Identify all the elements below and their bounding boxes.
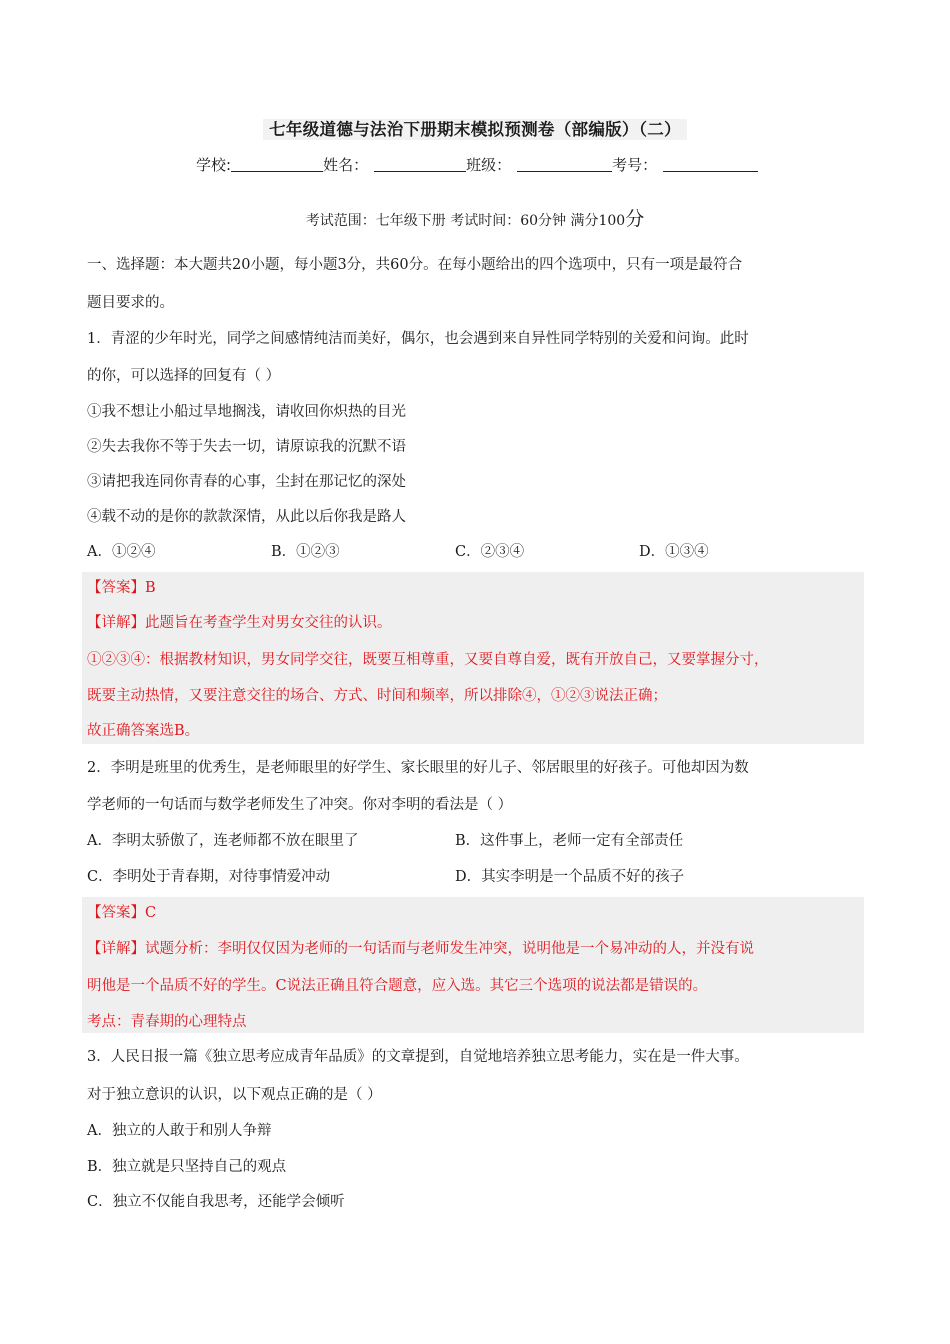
q1-option-a[interactable]: A．①②④ [87,544,156,560]
q1-option-b[interactable]: B．①②③ [271,544,340,560]
q3-option-c[interactable]: C．独立不仅能自我思考，还能学会倾听 [87,1194,345,1210]
q1-detail-line2: ①②③④：根据教材知识，男女同学交往，既要互相尊重，又要自尊自爱，既有开放自己，又要掌握分寸， [87,652,769,668]
q2-stem-line2: 学老师的一句话而与数学老师发生了冲突。你对李明的看法是（ ） [87,797,513,813]
student-info-line [196,154,758,175]
number-label: 考号： [612,156,658,174]
q1-detail-line3: 既要主动热情，又要注意交往的场合、方式、时间和频率，所以排除④，①②③说法正确； [87,688,667,704]
q2-detail-line2: 明他是一个品质不好的学生。C说法正确且符合题意，应入选。其它三个选项的说法都是错误的。 [87,978,708,994]
q2-detail-line3: 考点：青春期的心理特点 [87,1014,247,1030]
q1-item-4: ④载不动的是你的款款深情，从此以后你我是路人 [87,509,406,525]
q1-item-1: ①我不想让小船过旱地搁浅，请收回你炽热的目光 [87,404,406,420]
name-label: 姓名： [323,156,369,174]
q3-stem-line1: 3．人民日报一篇《独立思考应成青年品质》的文章提到，自觉地培养独立思考能力，实在是一件大事。 [87,1049,749,1065]
q1-option-d[interactable]: D．①③④ [639,544,709,560]
q2-detail-line1: 【详解】试题分析：李明仅仅因为老师的一句话而与老师发生冲突，说明他是一个易冲动的人，并没有说 [87,941,754,957]
section-instruction-line1: 一、选择题：本大题共20小题，每小题3分，共60分。在每小题给出的四个选项中，只有一项是最符合 [87,257,743,273]
q2-answer: 【答案】C [87,905,157,921]
class-label: 班级： [466,156,512,174]
section-instruction-line2: 题目要求的。 [87,295,174,311]
q2-option-d[interactable]: D．其实李明是一个品质不好的孩子 [455,869,685,885]
q2-option-a[interactable]: A．李明太骄傲了，连老师都不放在眼里了 [87,833,359,849]
school-blank[interactable] [231,157,323,172]
q3-option-b[interactable]: B．独立就是只坚持自己的观点 [87,1159,287,1175]
q1-option-c[interactable]: C．②③④ [455,544,525,560]
q1-detail-line1: 【详解】此题旨在考查学生对男女交往的认识。 [87,615,392,631]
q1-item-2: ②失去我你不等于失去一切，请原谅我的沉默不语 [87,439,406,455]
q2-stem-line1: 2．李明是班里的优秀生，是老师眼里的好学生、家长眼里的好儿子、邻居眼里的好孩子。可他却因为数 [87,760,749,776]
q3-stem-line2: 对于独立意识的认识，以下观点正确的是（ ） [87,1087,382,1103]
school-label: 学校: [196,156,232,174]
q1-item-3: ③请把我连同你青春的心事，尘封在那记忆的深处 [87,474,406,490]
name-blank[interactable] [374,157,466,172]
exam-range-unit: 分 [625,208,645,230]
q1-answer: 【答案】B [87,580,156,596]
q3-option-a[interactable]: A．独立的人敢于和别人争辩 [87,1123,272,1139]
q1-detail-line4: 故正确答案选B。 [87,723,200,739]
exam-title: 七年级道德与法治下册期末模拟预测卷（部编版）（二） [0,116,950,140]
number-blank[interactable] [663,157,758,172]
exam-range: 考试范围：七年级下册 考试时间：60分钟 满分100分 [305,208,645,230]
q1-stem-line1: 1．青涩的少年时光，同学之间感情纯洁而美好，偶尔，也会遇到来自异性同学特别的关爱和问询。此时 [87,331,749,347]
q2-option-b[interactable]: B．这件事上，老师一定有全部责任 [455,833,684,849]
q2-option-c[interactable]: C．李明处于青春期，对待事情爱冲动 [87,869,331,885]
class-blank[interactable] [517,157,612,172]
q1-stem-line2: 的你，可以选择的回复有（ ） [87,368,281,384]
